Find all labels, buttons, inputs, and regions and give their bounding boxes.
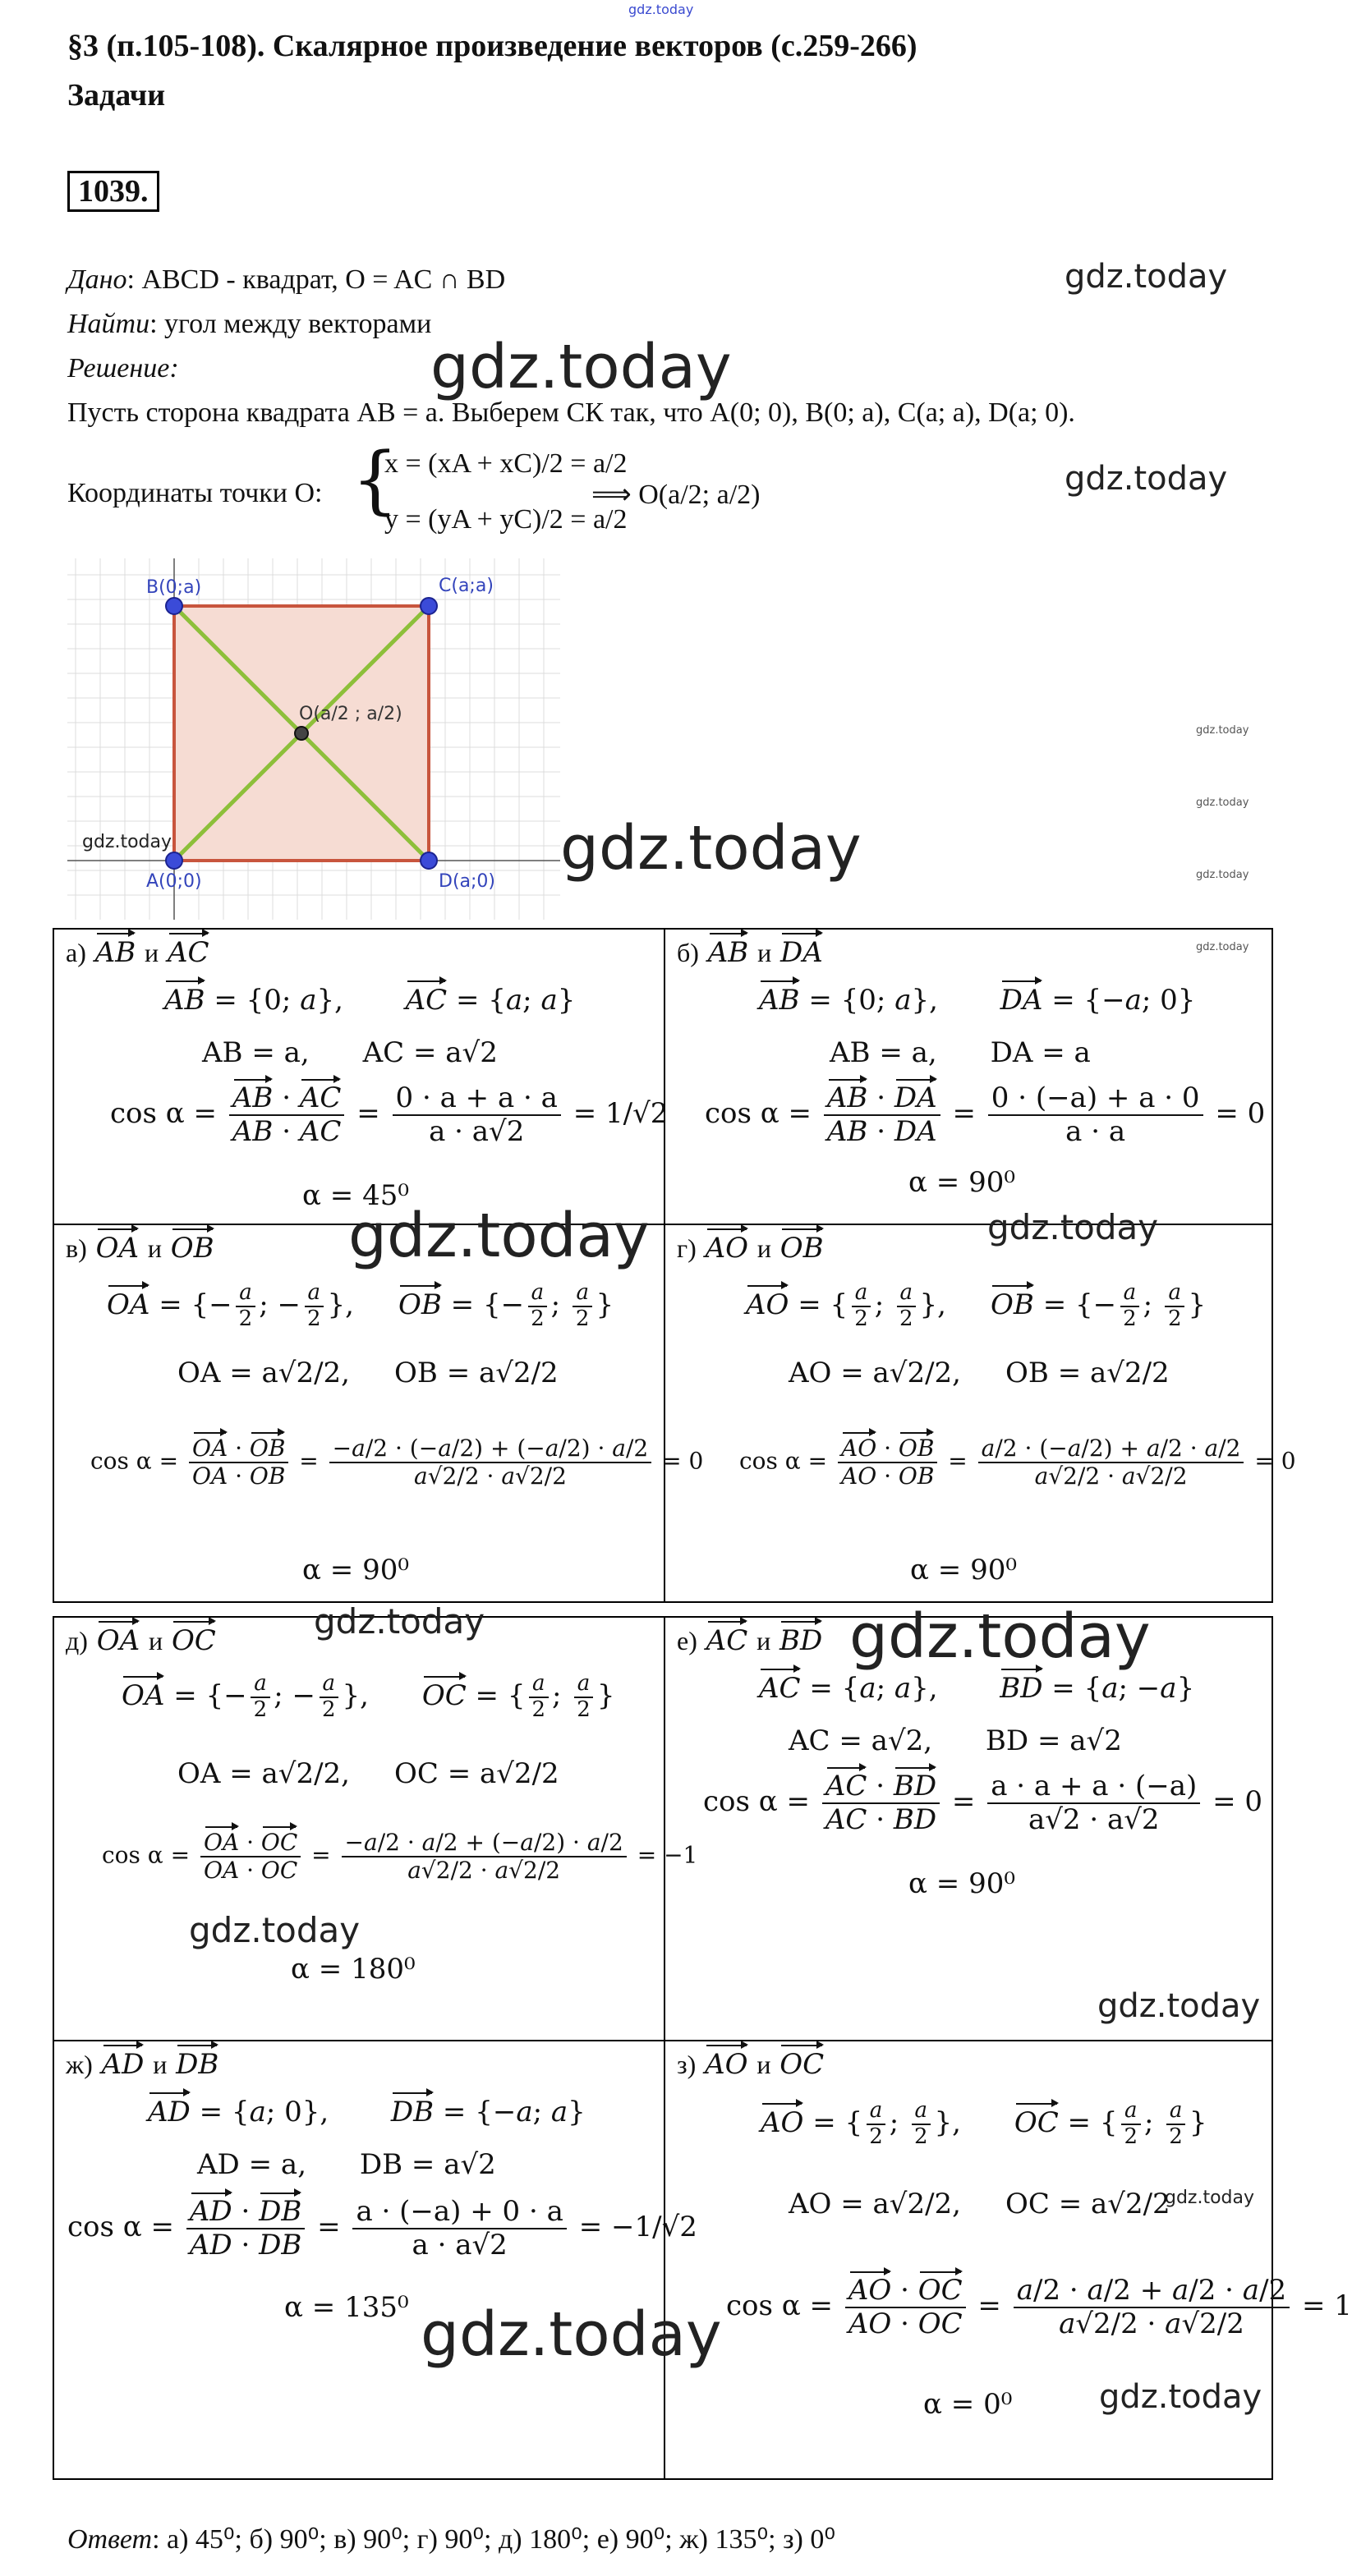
cell-zh-title: ж) AD и DB <box>66 2048 219 2081</box>
watermark: gdz.today <box>1165 2188 1255 2208</box>
cell-v-title: в) OA и OB <box>66 1232 214 1265</box>
watermark-diagram: gdz.today <box>82 832 172 852</box>
answer-label: Ответ <box>67 2524 153 2555</box>
point-d <box>421 852 437 869</box>
watermark-big: gdz.today <box>421 2299 722 2370</box>
najti-label: Найти <box>67 309 150 339</box>
cell-g-cos: cos α = $\frac{AO \cdot OB}{AO \cdot OB}$ = $\frac{a/2 \cdot (-a/2) + a/2 \cdot a/2}{a√2/2 \cdot a√2/2}$ = 0 <box>739 1435 1296 1490</box>
cell-d-title: д) OA и OC <box>66 1624 216 1657</box>
label-c: C(a;a) <box>439 576 494 596</box>
point-o <box>295 727 308 740</box>
cell-z-cos: cos α = $\frac{AO \cdot OC}{AO \cdot OC}$ = $\frac{a/2 \cdot a/2 + a/2 \cdot a/2}{a√2/2 \cdot a√2/2}$ = 1 <box>726 2274 1352 2341</box>
coord-result: ⟹ O(a/2; a/2) <box>591 480 761 510</box>
cell-zh-coords: AD = {a; 0}, DB = {−a; a} <box>148 2096 586 2128</box>
section-title: §3 (п.105-108). Скалярное произведение векторов (с.259-266) <box>67 29 917 63</box>
solution-line1: Пусть сторона квадрата AB = a. Выберем СК так, что A(0; 0), B(0; a), C(a; a), D(a; 0). <box>67 397 1075 428</box>
point-b <box>166 598 182 614</box>
watermark: gdz.today <box>1065 460 1228 498</box>
cell-zh-answer: α = 135⁰ <box>284 2291 409 2324</box>
point-c <box>421 598 437 614</box>
watermark-big: gdz.today <box>849 1601 1151 1672</box>
dano-text: : ABCD - квадрат, O = AC ∩ BD <box>126 264 506 295</box>
cell-v-answer: α = 90⁰ <box>302 1554 409 1586</box>
answer-text: : а) 45⁰; б) 90⁰; в) 90⁰; г) 90⁰; д) 180⁰; е) 90⁰; ж) 135⁰; з) 0⁰ <box>152 2524 835 2555</box>
cell-b-answer: α = 90⁰ <box>908 1166 1015 1199</box>
section-subtitle: Задачи <box>67 78 166 112</box>
coord-brace: { <box>352 437 399 523</box>
watermark-tiny: gdz.today <box>1196 797 1249 809</box>
solution-label: Решение: <box>67 353 179 383</box>
cell-b-lens: AB = a, DA = a <box>830 1036 1091 1069</box>
watermark: gdz.today <box>1097 1987 1261 2025</box>
label-o: O(a/2 ; a/2) <box>299 704 402 724</box>
cell-z-lens: AO = a√2/2, OC = a√2/2 <box>789 2188 1170 2220</box>
cell-g-answer: α = 90⁰ <box>910 1554 1017 1586</box>
cell-a-cos: cos α = $\frac{AB \cdot AC}{AB \cdot AC}$ = $\frac{0 \cdot a + a \cdot a}{a \cdot a√2}$ = 1/√2 <box>110 1081 669 1149</box>
watermark: gdz.today <box>1065 258 1228 296</box>
label-a: A(0;0) <box>146 871 202 892</box>
cell-a-coords: AB = {0; a}, AC = {a; a} <box>164 984 576 1017</box>
cell-g-coords: AO = { $\frac{a}{2}$ ; $\frac{a}{2}$ }, OB = {− $\frac{a}{2}$ ; $\frac{a}{2}$ } <box>746 1280 1207 1331</box>
cell-e-cos: cos α = $\frac{AC \cdot BD}{AC \cdot BD}$ = $\frac{a \cdot a + a \cdot (-a)}{a√2 \cdot a√2}$ = 0 <box>703 1770 1263 1837</box>
label-d: D(a;0) <box>439 871 495 892</box>
cell-d-cos: cos α = $\frac{OA \cdot OC}{OA \cdot OC}$ = $\frac{-a/2 \cdot a/2 + (-a/2) \cdot a/2}{a√2/2 \cdot a√2/2}$ = −1 <box>102 1829 698 1885</box>
cell-g-lens: AO = a√2/2, OB = a√2/2 <box>789 1357 1170 1389</box>
find-line <box>67 309 431 340</box>
cell-a-title: а) AB и AC <box>66 936 209 969</box>
problem-number: 1039. <box>67 171 159 212</box>
cell-z-answer: α = 0⁰ <box>923 2388 1013 2421</box>
coord-x: x = (xA + xC)/2 = a/2 <box>384 448 628 479</box>
watermark-big: gdz.today <box>430 332 732 402</box>
watermark: gdz.today <box>987 1207 1159 1247</box>
cell-a-answer: α = 45⁰ <box>302 1179 409 1212</box>
cell-b-title: б) AB и DA <box>677 936 823 969</box>
cell-e-coords: AC = {a; a}, BD = {a; −a} <box>759 1672 1195 1705</box>
cell-zh-cos: cos α = $\frac{AD \cdot DB}{AD \cdot DB}$ = $\frac{a \cdot (-a) + 0 \cdot a}{a \cdot a√2}$ = −1/√2 <box>67 2195 697 2262</box>
cell-z-coords: AO = { $\frac{a}{2}$ ; $\frac{a}{2}$ }, OC = { $\frac{a}{2}$ ; $\frac{a}{2}$ } <box>761 2098 1207 2149</box>
cell-zh-lens: AD = a, DB = a√2 <box>197 2148 496 2181</box>
cell-e-title: е) AC и BD <box>677 1624 823 1657</box>
cell-d-lens: OA = a√2/2, OC = a√2/2 <box>177 1757 559 1790</box>
square-diagram <box>67 558 560 920</box>
watermark: gdz.today <box>189 1910 361 1950</box>
coord-label: Координаты точки O: <box>67 478 323 508</box>
cell-d-coords: OA = {− $\frac{a}{2}$ ; − $\frac{a}{2}$ }, OC = { $\frac{a}{2}$ ; $\frac{a}{2}$ } <box>122 1671 615 1722</box>
najti-text: : угол между векторами <box>149 309 432 339</box>
cell-d-answer: α = 180⁰ <box>291 1953 416 1986</box>
watermark: gdz.today <box>1099 2378 1262 2416</box>
watermark-tiny: gdz.today <box>1196 724 1249 737</box>
cell-b-cos: cos α = $\frac{AB \cdot DA}{AB \cdot DA}$ = $\frac{0 \cdot (-a) + a \cdot 0}{a \cdot a}$ = 0 <box>705 1081 1266 1149</box>
watermark-big: gdz.today <box>560 813 862 884</box>
cell-v-coords: OA = {− $\frac{a}{2}$ ; − $\frac{a}{2}$ }, OB = {− $\frac{a}{2}$ ; $\frac{a}{2}$ } <box>107 1280 614 1331</box>
watermark-top: gdz.today <box>628 2 694 17</box>
label-b: B(0;a) <box>146 577 202 598</box>
watermark-tiny: gdz.today <box>1196 869 1249 881</box>
cell-a-lens: AB = a, AC = a√2 <box>202 1036 498 1069</box>
dano-label: Дано <box>67 264 127 295</box>
watermark: gdz.today <box>314 1601 485 1642</box>
cell-g-title: г) AO и OB <box>677 1232 824 1265</box>
cell-b-coords: AB = {0; a}, DA = {−a; 0} <box>759 984 1196 1017</box>
coord-y: y = (yA + yC)/2 = a/2 <box>384 504 628 535</box>
cell-z-title: з) AO и OC <box>677 2048 825 2081</box>
cell-e-lens: AC = a√2, BD = a√2 <box>789 1724 1122 1757</box>
final-answer <box>67 2523 835 2555</box>
given-line <box>67 264 505 296</box>
watermark-big: gdz.today <box>348 1201 650 1271</box>
point-a <box>166 852 182 869</box>
cell-v-lens: OA = a√2/2, OB = a√2/2 <box>177 1357 559 1389</box>
cell-e-answer: α = 90⁰ <box>908 1867 1015 1900</box>
cell-v-cos: cos α = $\frac{OA \cdot OB}{OA \cdot OB}$ = $\frac{-a/2 \cdot (-a/2) + (-a/2) \cdot a/2}{a√2/2 \cdot a√2/2}$ = 0 <box>90 1435 704 1490</box>
watermark-tiny: gdz.today <box>1196 941 1249 953</box>
